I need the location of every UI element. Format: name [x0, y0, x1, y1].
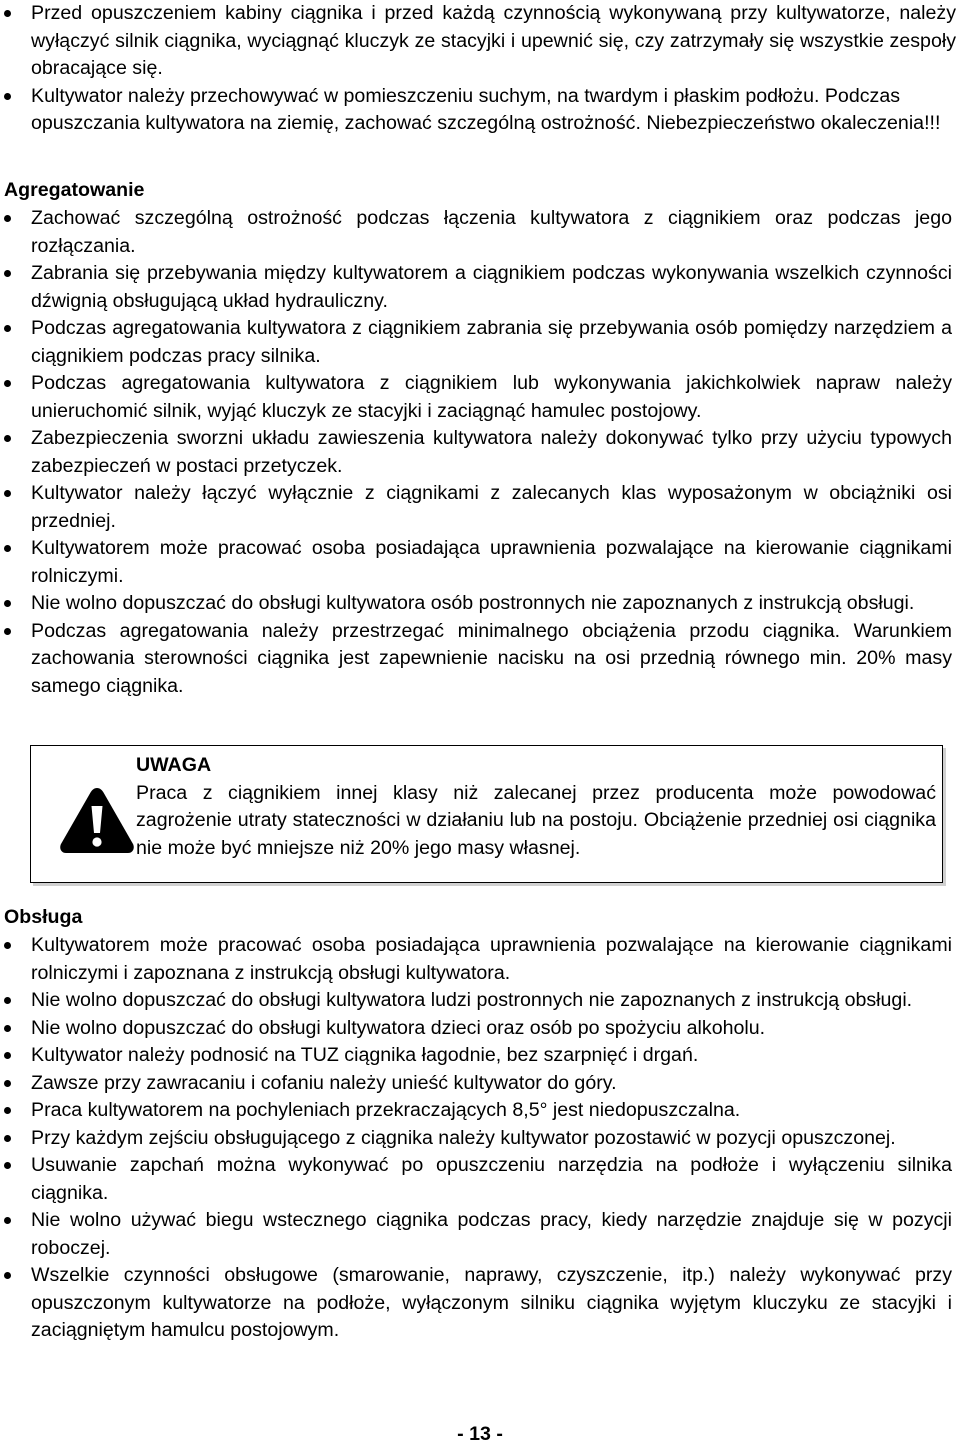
- warning-title: UWAGA: [136, 754, 212, 776]
- warning-text: Praca z ciągnikiem innej klasy niż zalecanej przez producenta może powodować zagrożenie utraty stateczności w działaniu lub na postoju. Obciążenie przedniej osi ciągnika nie może być mniejsze niż 20% jego masy własnej.: [136, 781, 936, 859]
- list-item: Nie wolno dopuszczać do obsługi kultywatora dzieci oraz osób po spożyciu alkoholu.: [0, 1015, 956, 1043]
- intro-bullet-list: [0, 0, 956, 138]
- aggregation-bullet-list: [0, 205, 956, 700]
- list-item: Nie wolno dopuszczać do obsługi kultywatora osób postronnych nie zapoznanych z instrukcją obsługi.: [0, 590, 956, 618]
- list-item: Podczas agregatowania kultywatora z ciągnikiem zabrania się przebywania osób pomiędzy narzędziem a ciągnikiem podczas pracy silnika.: [0, 315, 956, 370]
- list-item: Przy każdym zejściu obsługującego z ciągnika należy kultywator pozostawić w pozycji opuszczonej.: [0, 1125, 956, 1153]
- list-item: Kultywatorem może pracować osoba posiadająca uprawnienia pozwalające na kierowanie ciągnikami rolniczymi i zapoznana z instrukcją obsługi kultywatora.: [0, 932, 956, 987]
- list-item: Przed opuszczeniem kabiny ciągnika i przed każdą czynnością wykonywaną przy kultywatorze, należy wyłączyć silnik ciągnika, wyciągnąć kluczyk ze stacyjki i upewnić się, czy zatrzymały się wszystkie zespoły obracające się.: [0, 0, 956, 83]
- operation-bullet-list: [0, 932, 956, 1345]
- warning-content: [136, 752, 936, 862]
- page-number: - 13 -: [457, 1423, 503, 1445]
- list-item: Kultywator należy łączyć wyłącznie z ciągnikami z zalecanych klas wyposażonym w obciążniki osi przedniej.: [0, 480, 956, 535]
- warning-box: [30, 745, 943, 883]
- list-item: Wszelkie czynności obsługowe (smarowanie, naprawy, czyszczenie, itp.) należy wykonywać przy opuszczonym kultywatorze na podłoże, wyłączonym silniku ciągnika wyjętym kluczyku ze stacyjki i zaciągniętym hamulcu postojowym.: [0, 1262, 956, 1345]
- warning-exclamation-icon: [58, 786, 136, 856]
- list-item: Nie wolno dopuszczać do obsługi kultywatora ludzi postronnych nie zapoznanych z instrukcją obsługi.: [0, 987, 956, 1015]
- list-item: Kultywator należy podnosić na TUZ ciągnika łagodnie, bez szarpnięć i drgań.: [0, 1042, 956, 1070]
- list-item: Usuwanie zapchań można wykonywać po opuszczeniu narzędzia na podłoże i wyłączeniu silnika ciągnika.: [0, 1152, 956, 1207]
- section-heading-agregatowanie: Agregatowanie: [4, 179, 145, 201]
- list-item: Zachować szczególną ostrożność podczas łączenia kultywatora z ciągnikiem oraz podczas jego rozłączania.: [0, 205, 956, 260]
- list-item: Praca kultywatorem na pochyleniach przekraczających 8,5° jest niedopuszczalna.: [0, 1097, 956, 1125]
- list-item: Kultywatorem może pracować osoba posiadająca uprawnienia pozwalające na kierowanie ciągnikami rolniczymi.: [0, 535, 956, 590]
- section-heading-obsluga: Obsługa: [4, 906, 83, 928]
- list-item: Podczas agregatowania należy przestrzegać minimalnego obciążenia przodu ciągnika. Warunkiem zachowania sterowności ciągnika jest zapewnienie nacisku na osi przednią równego min. 20% masy samego ciągnika.: [0, 618, 956, 701]
- list-item: Zabezpieczenia sworzni układu zawieszenia kultywatora należy dokonywać tylko przy użyciu typowych zabezpieczeń w postaci przetyczek.: [0, 425, 956, 480]
- list-item: Zawsze przy zawracaniu i cofaniu należy unieść kultywator do góry.: [0, 1070, 956, 1098]
- list-item: Nie wolno używać biegu wstecznego ciągnika podczas pracy, kiedy narzędzie znajduje się w pozycji roboczej.: [0, 1207, 956, 1262]
- list-item: Kultywator należy przechowywać w pomieszczeniu suchym, na twardym i płaskim podłożu. Podczas opuszczania kultywatora na ziemię, zachować szczególną ostrożność. Niebezpieczeństwo okaleczenia!!!: [0, 83, 956, 138]
- list-item: Zabrania się przebywania między kultywatorem a ciągnikiem podczas wykonywania wszelkich czynności dźwignią obsługującą układ hydrauliczny.: [0, 260, 956, 315]
- list-item: Podczas agregatowania kultywatora z ciągnikiem lub wykonywania jakichkolwiek napraw należy unieruchomić silnik, wyjąć kluczyk ze stacyjki i zaciągnąć hamulec postojowy.: [0, 370, 956, 425]
